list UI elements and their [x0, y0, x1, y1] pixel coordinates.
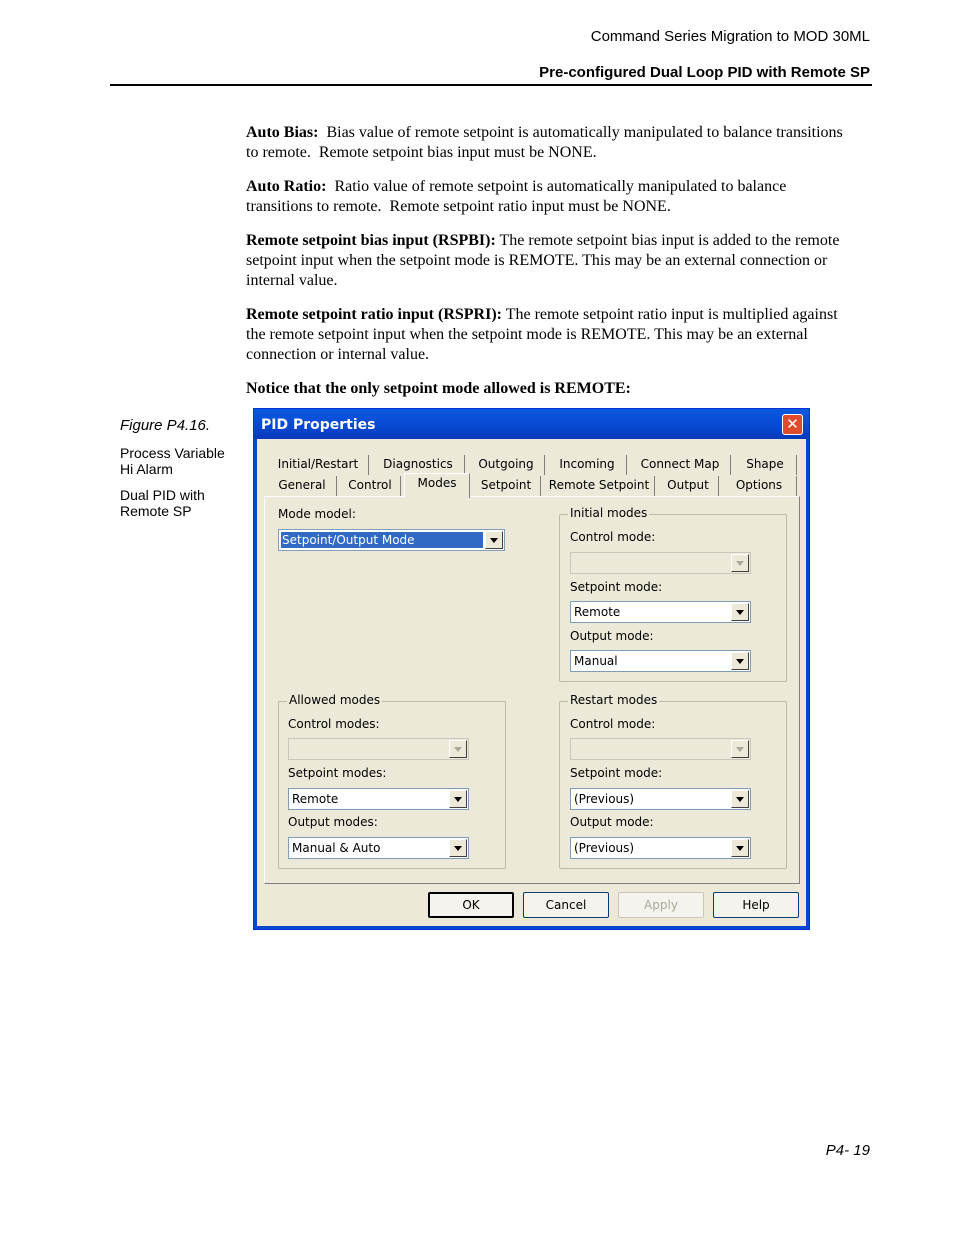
help-button[interactable]: Help	[713, 892, 799, 918]
apply-button[interactable]: Apply	[618, 892, 704, 918]
initial-setpoint-mode-label: Setpoint mode:	[570, 580, 663, 594]
allowed-setpoint-modes-select[interactable]	[288, 788, 469, 810]
dialog-titlebar[interactable]	[254, 409, 809, 439]
initial-output-mode-label: Output mode:	[570, 629, 654, 643]
tab-modes[interactable]: Modes	[404, 473, 470, 498]
pid-properties-dialog	[253, 408, 810, 930]
restart-control-mode-select[interactable]	[570, 738, 751, 760]
restart-output-mode-label: Output mode:	[570, 815, 654, 829]
mode-model-value: Setpoint/Output Mode	[281, 532, 483, 548]
initial-setpoint-mode-select[interactable]	[570, 601, 751, 623]
tab-initial-restart[interactable]: Initial/Restart	[268, 455, 369, 475]
tab-general[interactable]: General	[268, 476, 337, 496]
restart-modes-title: Restart modes	[570, 693, 658, 707]
initial-modes-title: Initial modes	[570, 506, 648, 520]
restart-setpoint-mode-label: Setpoint mode:	[570, 766, 663, 780]
tab-output[interactable]: Output	[658, 476, 719, 496]
close-icon: ✕	[786, 415, 799, 433]
body-text	[246, 123, 846, 413]
allowed-setpoint-modes-label: Setpoint modes:	[288, 766, 387, 780]
header-rule	[110, 84, 872, 86]
allowed-control-modes-select[interactable]	[288, 738, 469, 760]
tab-outgoing[interactable]: Outgoing	[468, 455, 545, 475]
close-button[interactable]	[782, 414, 803, 435]
page-number: P4- 19	[825, 1142, 870, 1159]
chevron-down-icon[interactable]	[485, 531, 503, 549]
tab-connect-map[interactable]: Connect Map	[630, 455, 731, 475]
cancel-button[interactable]: Cancel	[523, 892, 609, 918]
allowed-modes-title: Allowed modes	[289, 693, 381, 707]
paragraph-rspbi	[246, 231, 846, 291]
notice	[246, 379, 846, 399]
restart-setpoint-mode-value: (Previous)	[574, 792, 635, 806]
allowed-output-modes-label: Output modes:	[288, 815, 378, 829]
figure-caption-2: Dual PID with Remote SP	[120, 487, 205, 519]
tab-incoming[interactable]: Incoming	[548, 455, 627, 475]
allowed-control-modes-label: Control modes:	[288, 717, 380, 731]
term: Remote setpoint ratio input (RSPRI):	[246, 306, 502, 323]
tab-setpoint[interactable]: Setpoint	[472, 476, 541, 496]
dialog-frame-right	[806, 439, 809, 929]
definition: The remote setpoint bias input is added to the remote setpoint input when the setpoint mode is REMOTE. This may be an external connection or internal value.	[246, 232, 840, 289]
initial-control-mode-select[interactable]	[570, 552, 751, 574]
chevron-down-icon[interactable]	[731, 790, 749, 808]
section-title: Pre-configured Dual Loop PID with Remote SP	[539, 64, 870, 81]
paragraph-auto-bias	[246, 123, 846, 163]
restart-setpoint-mode-select[interactable]	[570, 788, 751, 810]
initial-output-mode-select[interactable]	[570, 650, 751, 672]
paragraph-auto-ratio	[246, 177, 846, 217]
dialog-frame-bottom	[254, 926, 809, 929]
document-title: Command Series Migration to MOD 30ML	[590, 28, 870, 45]
chevron-down-icon[interactable]	[731, 652, 749, 670]
mode-model-select[interactable]	[278, 529, 505, 551]
term: Auto Bias:	[246, 124, 319, 141]
initial-output-mode-value: Manual	[574, 654, 618, 668]
tab-remote-setpoint[interactable]: Remote Setpoint	[544, 476, 655, 496]
definition: The remote setpoint ratio input is multiplied against the remote setpoint input when the setpoint mode is REMOTE. This may be an external connection or internal value.	[246, 306, 838, 363]
dialog-frame-left	[254, 439, 257, 929]
figure-label: Figure P4.16.	[120, 417, 211, 434]
tab-options[interactable]: Options	[722, 476, 797, 496]
paragraph-rspri	[246, 305, 846, 365]
restart-output-mode-value: (Previous)	[574, 841, 635, 855]
dialog-title: PID Properties	[261, 417, 376, 433]
restart-output-mode-select[interactable]	[570, 837, 751, 859]
allowed-setpoint-modes-value: Remote	[292, 792, 339, 806]
term: Remote setpoint bias input (RSPBI):	[246, 232, 496, 249]
ok-button[interactable]: OK	[428, 892, 514, 918]
tab-diagnostics[interactable]: Diagnostics	[372, 455, 465, 475]
mode-model-label: Mode model:	[278, 507, 356, 521]
restart-control-mode-label: Control mode:	[570, 717, 656, 731]
figure-caption-1: Process Variable Hi Alarm	[120, 445, 225, 477]
chevron-down-icon[interactable]	[731, 554, 749, 572]
notice-text: Notice that the only setpoint mode allowed is REMOTE:	[246, 380, 631, 397]
allowed-output-modes-value: Manual & Auto	[292, 841, 381, 855]
chevron-down-icon[interactable]	[449, 790, 467, 808]
chevron-down-icon[interactable]	[731, 740, 749, 758]
initial-control-mode-label: Control mode:	[570, 530, 656, 544]
definition: Ratio value of remote setpoint is automatically manipulated to balance transitions to remote. Remote setpoint ratio input must be NONE.	[246, 178, 791, 215]
allowed-output-modes-select[interactable]	[288, 837, 469, 859]
chevron-down-icon[interactable]	[731, 603, 749, 621]
definition: Bias value of remote setpoint is automatically manipulated to balance transitions to remote. Remote setpoint bias input must be NONE.	[246, 124, 847, 161]
chevron-down-icon[interactable]	[449, 839, 467, 857]
chevron-down-icon[interactable]	[731, 839, 749, 857]
chevron-down-icon[interactable]	[449, 740, 467, 758]
initial-setpoint-mode-value: Remote	[574, 605, 621, 619]
tab-shape[interactable]: Shape	[734, 455, 797, 475]
term: Auto Ratio:	[246, 178, 327, 195]
tab-control[interactable]: Control	[340, 476, 401, 496]
